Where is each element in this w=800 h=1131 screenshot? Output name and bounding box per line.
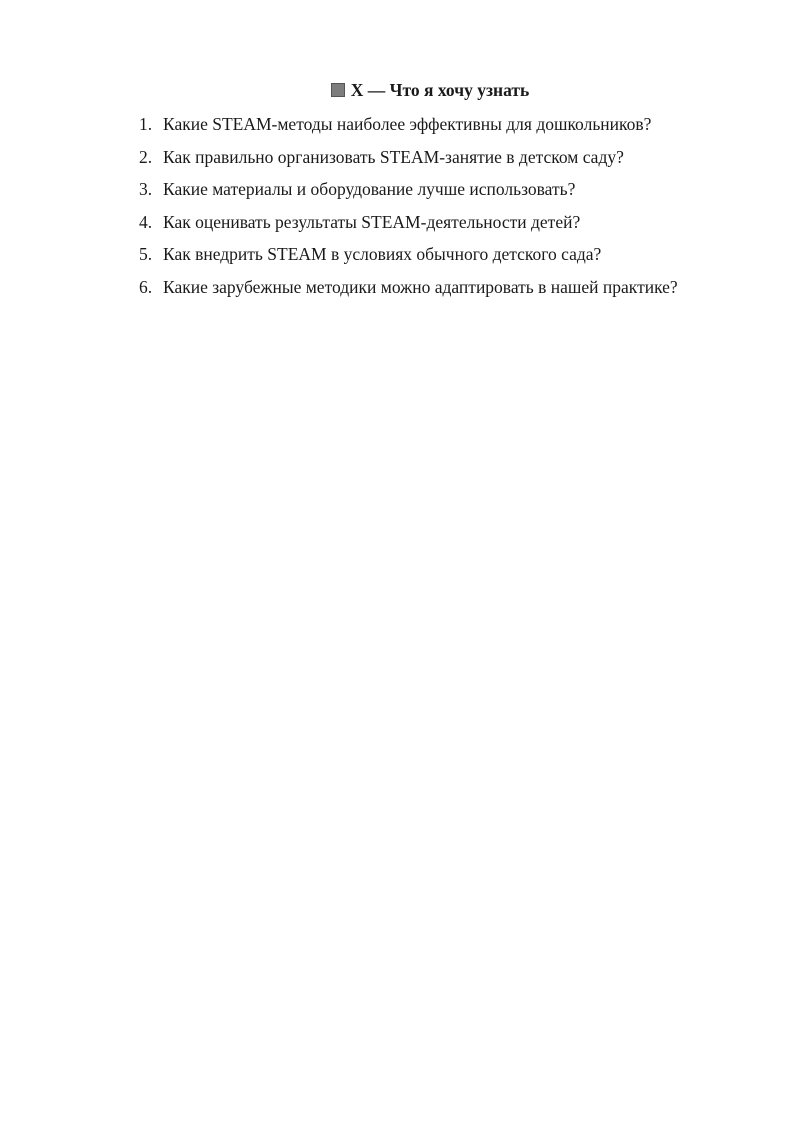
heading-dash: — xyxy=(367,80,386,100)
list-item xyxy=(139,243,678,265)
section-heading xyxy=(0,79,800,101)
list-item xyxy=(139,146,678,168)
list-item xyxy=(139,276,678,298)
list-text: Какие STEAM-методы наиболее эффективны для дошкольников? xyxy=(163,114,652,134)
list-item xyxy=(139,211,678,233)
list-item xyxy=(139,113,678,135)
list-text: Как внедрить STEAM в условиях обычного детского сада? xyxy=(163,244,602,264)
list-text: Какие зарубежные методики можно адаптировать в нашей практике? xyxy=(163,276,678,297)
list-number: 2. xyxy=(139,146,153,167)
list-number: 4. xyxy=(139,211,153,232)
heading-letter: X xyxy=(350,80,364,100)
heading-title: Что я хочу узнать xyxy=(389,80,530,100)
list-number: 1. xyxy=(139,114,153,134)
list-number: 3. xyxy=(139,179,153,199)
list-item xyxy=(139,178,678,200)
gray-square-icon xyxy=(331,83,345,97)
list-text: Как правильно организовать STEAM-занятие в детском саду? xyxy=(163,146,624,167)
list-text: Какие материалы и оборудование лучше использовать? xyxy=(163,179,576,199)
list-number: 6. xyxy=(139,276,153,297)
list-number: 5. xyxy=(139,244,153,264)
questions-list xyxy=(139,113,678,308)
list-text: Как оценивать результаты STEAM-деятельности детей? xyxy=(163,211,581,232)
